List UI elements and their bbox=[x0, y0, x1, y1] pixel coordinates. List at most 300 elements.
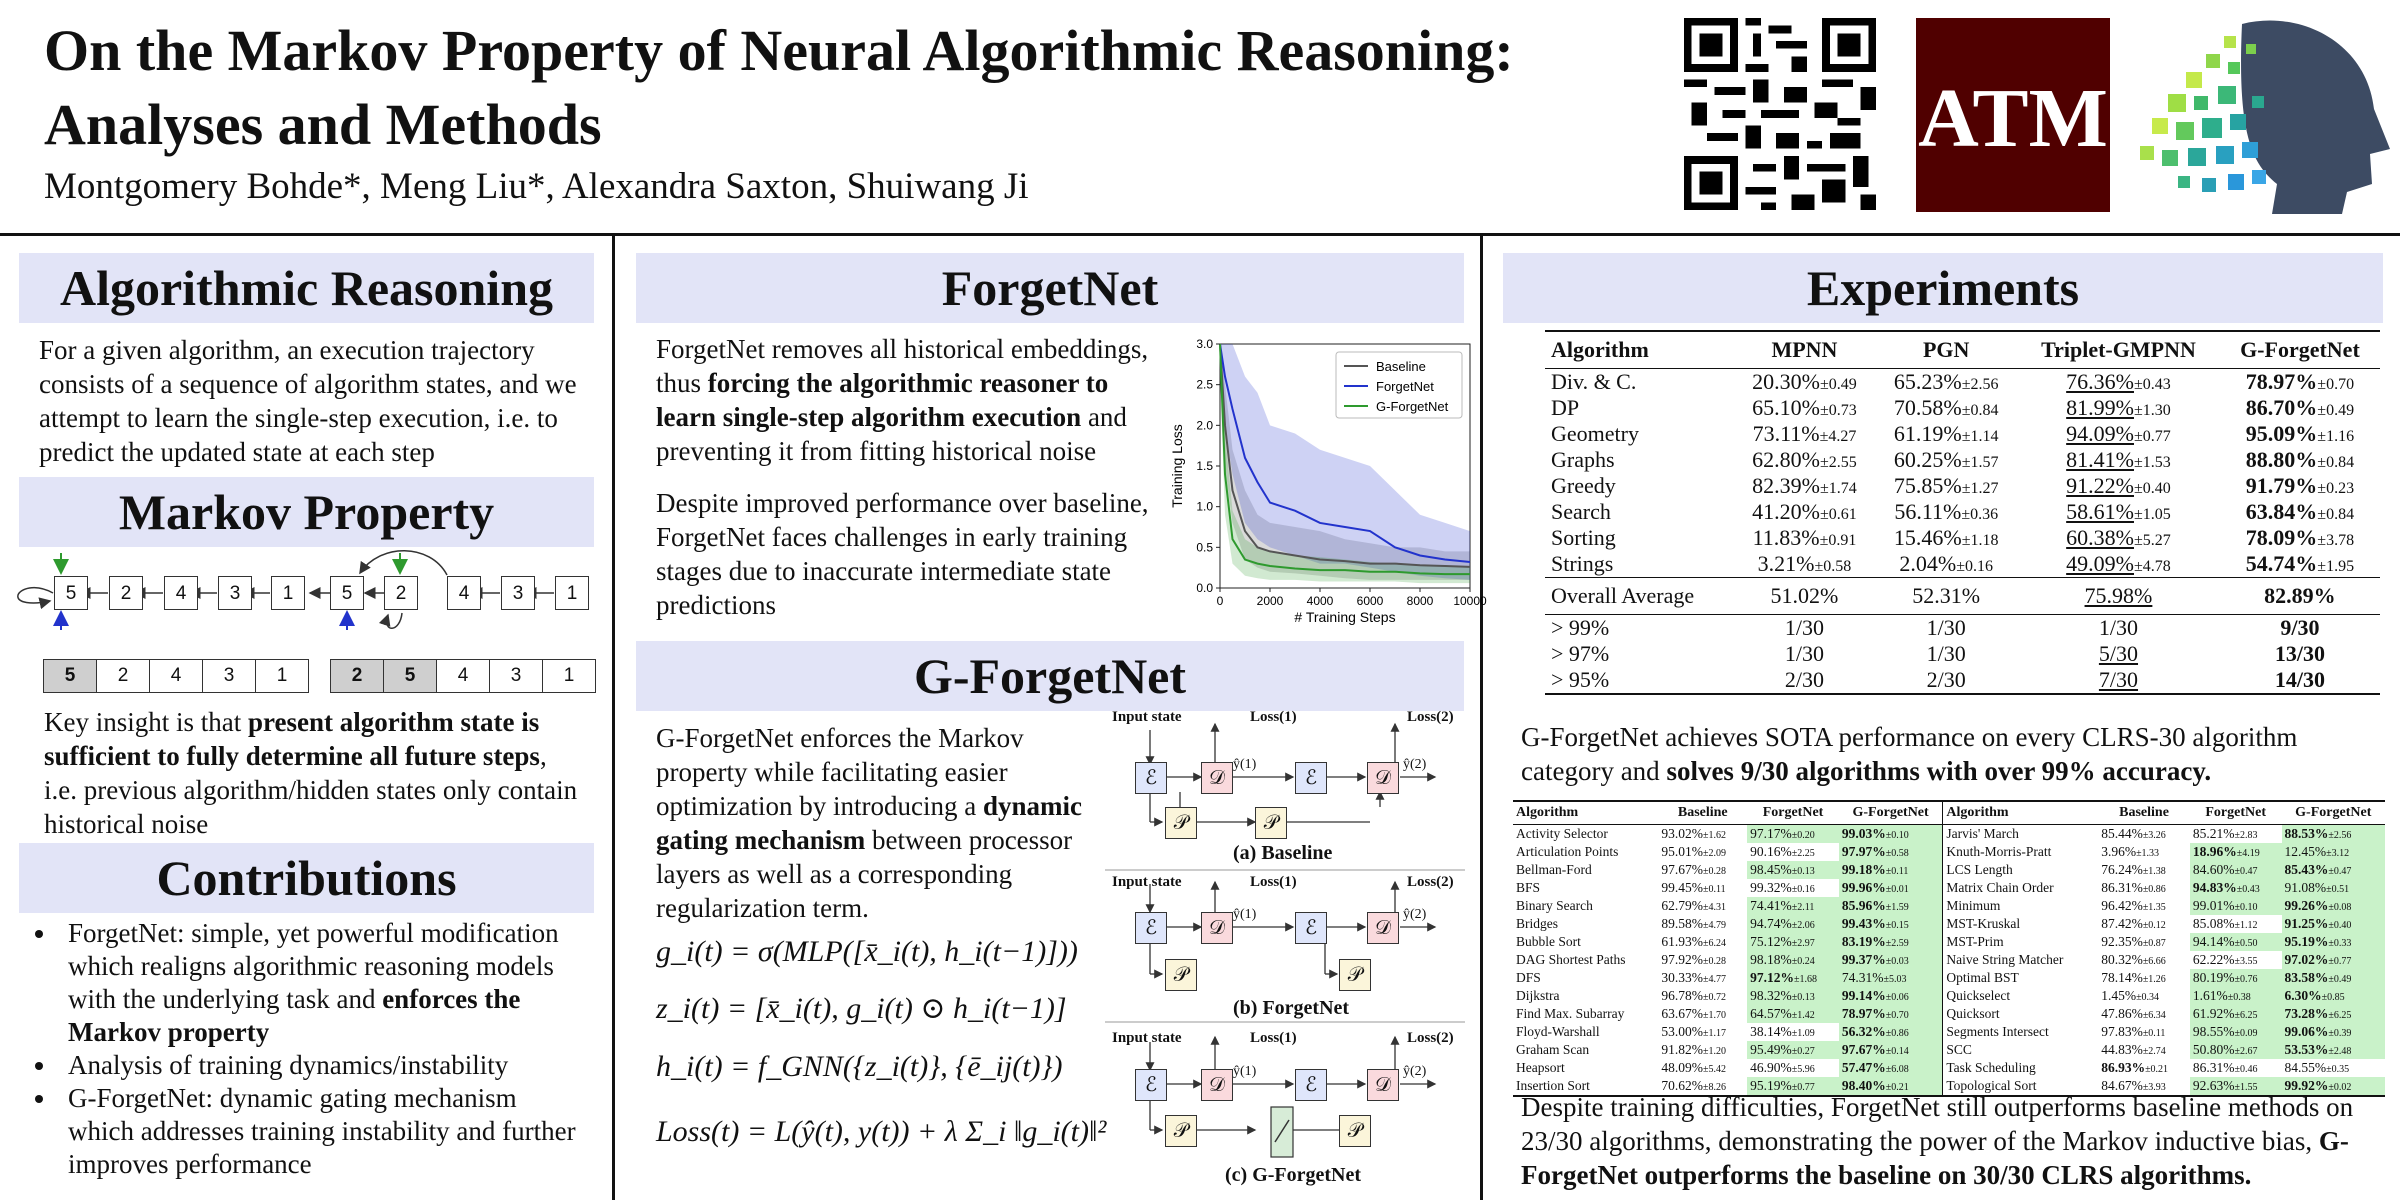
cell-value: 76.36% bbox=[2066, 369, 2134, 394]
cell-std: ±0.36 bbox=[1961, 506, 1999, 523]
g1-post: between processor layers as well as a corresponding regularization term. bbox=[656, 825, 1073, 923]
table-cell bbox=[2098, 915, 2190, 933]
cell-std: ±5.27 bbox=[2133, 532, 2171, 549]
cell-std: ±0.21 bbox=[2145, 1064, 2169, 1075]
table-cell bbox=[2282, 825, 2385, 844]
table-cell bbox=[2282, 969, 2385, 987]
cell-std: ±0.86 bbox=[1885, 1028, 1909, 1039]
table-cell bbox=[2098, 1041, 2190, 1059]
y-hat-label: ŷ(2) bbox=[1403, 1064, 1427, 1079]
processor-block: 𝒫 bbox=[1165, 1115, 1197, 1147]
table-header: Algorithm bbox=[1946, 805, 2009, 820]
cell-value: 82.39% bbox=[1752, 473, 1820, 498]
table-cell bbox=[2282, 987, 2385, 1005]
cell-std: ±6.24 bbox=[1702, 938, 1726, 949]
markov-diagram bbox=[10, 545, 600, 700]
algorithm-name: LCS Length bbox=[1946, 862, 2013, 877]
algorithm-name: Task Scheduling bbox=[1946, 1060, 2036, 1075]
cell-std: ±0.77 bbox=[2133, 428, 2171, 445]
cell-std: ±0.49 bbox=[2317, 402, 2355, 419]
algorithm-name: Dijkstra bbox=[1516, 988, 1560, 1003]
table-cell bbox=[2282, 897, 2385, 915]
cell-value: 98.32% bbox=[1750, 988, 1792, 1003]
list-node: 3 bbox=[218, 576, 252, 610]
cell-value: 98.55% bbox=[2192, 1024, 2235, 1039]
algorithm-name: Knuth-Morris-Pratt bbox=[1946, 844, 2052, 859]
table-cell bbox=[2098, 1005, 2190, 1023]
cell-std: ±1.14 bbox=[1961, 428, 1999, 445]
table-cell bbox=[2098, 987, 2190, 1005]
table-row bbox=[1513, 1059, 2385, 1077]
processor-block: 𝒫 bbox=[1339, 959, 1371, 991]
column-divider-right bbox=[1480, 236, 1483, 1200]
cell-value: 11.83% bbox=[1752, 525, 1820, 550]
cell-std: ±1.26 bbox=[2142, 974, 2166, 985]
cell-std: ±5.96 bbox=[1791, 1064, 1815, 1075]
loss1-label: Loss(1) bbox=[1250, 1030, 1297, 1046]
cell-value: 61.93% bbox=[1661, 934, 1703, 949]
cell-std: ±1.35 bbox=[2142, 902, 2166, 913]
table-cell bbox=[1734, 525, 1876, 551]
contributions-list-wrapper bbox=[22, 917, 587, 1181]
table-cell bbox=[2282, 1023, 2385, 1041]
cell-std: ±0.49 bbox=[1819, 376, 1857, 393]
cell-value: 94.83% bbox=[2192, 880, 2237, 895]
y-tick-label: 0.5 bbox=[1196, 540, 1213, 555]
table-cell bbox=[1658, 861, 1747, 879]
g-forgetnet-text bbox=[656, 721, 1088, 925]
table-cell bbox=[1747, 933, 1839, 951]
loss1-label: Loss(1) bbox=[1250, 874, 1297, 890]
cell-value: 73.11% bbox=[1752, 421, 1820, 446]
cell-value: 60.38% bbox=[2066, 525, 2134, 550]
table-cell: 2/30 bbox=[1926, 667, 1966, 692]
table-header: ForgetNet bbox=[1762, 805, 1824, 820]
cell-value: 97.02% bbox=[2284, 952, 2329, 967]
contributions-list bbox=[22, 917, 587, 1181]
table-cell: 1/30 bbox=[1926, 615, 1966, 640]
table-cell bbox=[1747, 969, 1839, 987]
table-cell bbox=[2190, 825, 2282, 844]
algorithm-name: MST-Prim bbox=[1946, 934, 2004, 949]
cell-std: ±1.70 bbox=[1702, 1010, 1726, 1021]
table-cell bbox=[1875, 525, 2017, 551]
table-row bbox=[1545, 473, 2380, 499]
cell-value: 91.08% bbox=[2284, 880, 2327, 895]
table-cell bbox=[2098, 951, 2190, 969]
table-header: G-ForgetNet bbox=[2240, 337, 2360, 362]
cell-value: 64.57% bbox=[1750, 1006, 1792, 1021]
x-tick-label: 2000 bbox=[1256, 594, 1284, 608]
cell-value: 99.37% bbox=[1841, 952, 1886, 967]
table-cell bbox=[2190, 987, 2282, 1005]
table-row bbox=[1513, 843, 2385, 861]
table-cell bbox=[2282, 951, 2385, 969]
table-cell bbox=[2220, 551, 2380, 578]
table-cell bbox=[2282, 1041, 2385, 1059]
cell-std: ±0.11 bbox=[1702, 884, 1726, 895]
cell-value: 61.92% bbox=[2192, 1006, 2235, 1021]
sota-text bbox=[1521, 720, 2381, 788]
state-cell: 4 bbox=[149, 659, 203, 693]
equation-loss: Loss(t) = L(ŷ(t), y(t)) + λ Σ_i ‖g_i(t)‖² bbox=[656, 1115, 1107, 1148]
algorithm-name: Quickselect bbox=[1946, 988, 2011, 1003]
table-cell bbox=[1839, 951, 1943, 969]
cell-std: ±2.97 bbox=[1791, 938, 1815, 949]
table-cell bbox=[2098, 861, 2190, 879]
legend-entry: G-ForgetNet bbox=[1376, 399, 1449, 414]
caption-g-forgetnet: (c) G-ForgetNet bbox=[1225, 1164, 1362, 1186]
state-cell: 4 bbox=[436, 659, 490, 693]
table-cell bbox=[1734, 499, 1876, 525]
table-cell bbox=[1734, 551, 1876, 578]
cell-std: ±1.30 bbox=[2133, 402, 2171, 419]
cell-value: 96.78% bbox=[1661, 988, 1703, 1003]
cell-std: ±0.86 bbox=[2142, 884, 2166, 895]
cell-std: ±1.62 bbox=[1702, 830, 1726, 841]
cell-value: 99.03% bbox=[1841, 826, 1886, 841]
cell-value: 94.14% bbox=[2192, 934, 2235, 949]
table-row-average bbox=[1545, 578, 2380, 615]
table-cell: 7/30 bbox=[2098, 667, 2139, 692]
cell-value: 1.61% bbox=[2192, 988, 2228, 1003]
cell-std: ±0.09 bbox=[2234, 1028, 2258, 1039]
cell-value: 94.74% bbox=[1750, 916, 1792, 931]
processor-block: 𝒫 bbox=[1255, 807, 1287, 839]
contrib-1-pre: ForgetNet: simple, yet powerful modification which realigns algorithmic reasoning models with the underlying task and bbox=[68, 918, 559, 1014]
cell-std: ±1.38 bbox=[2142, 866, 2166, 877]
table-cell bbox=[2282, 915, 2385, 933]
table-cell bbox=[2098, 969, 2190, 987]
table-cell: Greedy bbox=[1551, 473, 1616, 498]
cell-value: 97.67% bbox=[1841, 1042, 1886, 1057]
table-cell bbox=[1875, 551, 2017, 578]
cell-std: ±3.55 bbox=[2234, 956, 2258, 967]
table-cell bbox=[2220, 447, 2380, 473]
g1-pre: G-ForgetNet enforces the Markov property while facilitating easier optimization by introducing a bbox=[656, 723, 1024, 821]
table-row bbox=[1513, 879, 2385, 897]
cell-std: ±0.39 bbox=[2328, 1028, 2352, 1039]
table-header: Baseline bbox=[1677, 805, 1728, 820]
table-cell bbox=[1747, 879, 1839, 897]
list-node: 4 bbox=[164, 576, 198, 610]
table-cell bbox=[2098, 897, 2190, 915]
table-header: Baseline bbox=[2119, 805, 2169, 820]
cell-std: ±0.35 bbox=[2326, 1064, 2350, 1075]
table-cell bbox=[2190, 843, 2282, 861]
cell-value: 53.00% bbox=[1661, 1024, 1703, 1039]
y-hat-label: ŷ(1) bbox=[1233, 907, 1257, 922]
cell-std: ±0.24 bbox=[1791, 956, 1815, 967]
cell-value: 95.49% bbox=[1750, 1042, 1792, 1057]
cell-std: ±0.13 bbox=[1791, 992, 1815, 1003]
cell-std: ±0.28 bbox=[1702, 866, 1726, 877]
cell-std: ±4.77 bbox=[1702, 974, 1726, 985]
cell-value: 85.08% bbox=[2192, 916, 2235, 931]
table-cell bbox=[1658, 825, 1747, 844]
cell-std: ±0.34 bbox=[2136, 992, 2160, 1003]
table-cell bbox=[2190, 1059, 2282, 1077]
cell-std: ±0.15 bbox=[1885, 920, 1909, 931]
cell-value: 1.45% bbox=[2101, 988, 2137, 1003]
loss1-label: Loss(1) bbox=[1250, 709, 1297, 725]
table-cell bbox=[2220, 421, 2380, 447]
tamu-text: ATM bbox=[1918, 72, 2108, 165]
cell-value: 65.10% bbox=[1752, 395, 1820, 420]
cell-value: 95.01% bbox=[1661, 844, 1703, 859]
table-cell bbox=[2017, 369, 2220, 396]
input-state-label: Input state bbox=[1112, 709, 1182, 725]
forgetnet-text-2: Despite improved performance over baseline, ForgetNet faces challenges in early training stages due to inaccurate intermediate state predictions bbox=[656, 488, 1149, 620]
table-cell bbox=[1875, 421, 2017, 447]
loss2-label: Loss(2) bbox=[1407, 1030, 1454, 1046]
table-row bbox=[1545, 499, 2380, 525]
cell-std: ±0.91 bbox=[1819, 532, 1857, 549]
clrs-results-table bbox=[1513, 800, 2385, 1097]
table-cell bbox=[1734, 421, 1876, 447]
table-cell: 52.31% bbox=[1912, 583, 1981, 608]
state-cell: 2 bbox=[96, 659, 150, 693]
cell-std: ±0.13 bbox=[1791, 866, 1815, 877]
caption-forgetnet: (b) ForgetNet bbox=[1233, 997, 1350, 1019]
x-tick-label: 0 bbox=[1216, 594, 1224, 608]
table-cell bbox=[2220, 499, 2380, 525]
list-node: 5 bbox=[54, 576, 88, 610]
algorithm-name: SCC bbox=[1946, 1042, 1972, 1057]
table-cell bbox=[1658, 933, 1747, 951]
cell-std: ±2.74 bbox=[2142, 1046, 2166, 1057]
column-divider-left bbox=[612, 236, 615, 1200]
table-cell bbox=[1658, 879, 1747, 897]
cell-value: 75.85% bbox=[1893, 473, 1962, 498]
category-rows bbox=[1545, 369, 2380, 695]
table-cell bbox=[2190, 1041, 2282, 1059]
cell-std: ±0.03 bbox=[1885, 956, 1909, 967]
cell-value: 86.31% bbox=[2101, 880, 2143, 895]
table-cell bbox=[1658, 897, 1747, 915]
cell-value: 90.16% bbox=[1750, 844, 1792, 859]
table-cell bbox=[2190, 915, 2282, 933]
cell-value: 41.20% bbox=[1752, 499, 1820, 524]
cell-std: ±0.43 bbox=[2236, 884, 2260, 895]
cell-value: 85.96% bbox=[1841, 898, 1886, 913]
table-cell bbox=[1839, 1023, 1943, 1041]
cell-std: ±0.70 bbox=[1885, 1010, 1909, 1021]
table-cell: 13/30 bbox=[2274, 641, 2325, 666]
header-divider bbox=[0, 233, 2400, 236]
g1-bold: dynamic gating mechanism bbox=[656, 791, 1082, 855]
algorithm-name: Optimal BST bbox=[1946, 970, 2019, 985]
cell-std: ±0.16 bbox=[1956, 558, 1994, 575]
cell-value: 80.19% bbox=[2192, 970, 2235, 985]
cell-value: 95.09% bbox=[2245, 421, 2318, 446]
list-node: 4 bbox=[447, 576, 481, 610]
processor-block: 𝒫 bbox=[1165, 959, 1197, 991]
table-cell: > 95% bbox=[1551, 667, 1610, 692]
section-heading-algorithmic-reasoning: Algorithmic Reasoning bbox=[19, 253, 594, 323]
cell-std: ±0.40 bbox=[2133, 480, 2171, 497]
cell-std: ±5.42 bbox=[1702, 1064, 1726, 1075]
cell-value: 85.21% bbox=[2192, 826, 2235, 841]
table-header: Algorithm bbox=[1516, 805, 1579, 820]
table-cell: 82.89% bbox=[2264, 583, 2336, 608]
table-header: Triplet-GMPNN bbox=[2041, 337, 2196, 362]
cell-value: 85.43% bbox=[2284, 862, 2329, 877]
table-row bbox=[1513, 861, 2385, 879]
table-cell bbox=[2098, 825, 2190, 844]
table-row bbox=[1545, 395, 2380, 421]
cell-value: 20.30% bbox=[1752, 369, 1820, 394]
cell-value: 99.45% bbox=[1661, 880, 1703, 895]
f1-post: and preventing it from fitting historical noise bbox=[656, 402, 1127, 466]
table-cell bbox=[1839, 1005, 1943, 1023]
cell-value: 74.31% bbox=[1841, 970, 1884, 985]
table-row bbox=[1545, 369, 2380, 396]
cell-value: 53.53% bbox=[2284, 1042, 2329, 1057]
table-row bbox=[1513, 897, 2385, 915]
table-cell bbox=[2017, 551, 2220, 578]
cell-std: ±1.09 bbox=[1791, 1028, 1815, 1039]
cell-value: 86.70% bbox=[2245, 395, 2318, 420]
cell-std: ±0.27 bbox=[1791, 1046, 1815, 1057]
cell-std: ±2.67 bbox=[2234, 1046, 2258, 1057]
table-cell bbox=[1658, 1059, 1747, 1077]
table-cell bbox=[1839, 1059, 1943, 1077]
table-cell bbox=[2098, 1059, 2190, 1077]
table-cell bbox=[1747, 951, 1839, 969]
cell-value: 62.79% bbox=[1661, 898, 1703, 913]
table-header: G-ForgetNet bbox=[2295, 805, 2372, 820]
y-tick-label: 1.5 bbox=[1196, 459, 1213, 473]
list-node: 1 bbox=[271, 576, 305, 610]
cell-std: ±0.47 bbox=[2328, 866, 2352, 877]
table-cell bbox=[2190, 879, 2282, 897]
cell-std: ±0.84 bbox=[2317, 506, 2355, 523]
table-cell bbox=[2017, 421, 2220, 447]
table-row bbox=[1513, 1023, 2385, 1041]
table-cell bbox=[1747, 915, 1839, 933]
cell-std: ±0.40 bbox=[2328, 920, 2352, 931]
algorithm-name: MST-Kruskal bbox=[1946, 916, 2021, 931]
cell-value: 50.80% bbox=[2192, 1042, 2235, 1057]
cell-std: ±1.59 bbox=[1885, 902, 1909, 913]
cell-std: ±1.12 bbox=[2234, 920, 2258, 931]
cell-value: 70.58% bbox=[1893, 395, 1962, 420]
cell-std: ±0.58 bbox=[1814, 558, 1852, 575]
table-cell bbox=[1875, 499, 2017, 525]
cell-std: ±0.38 bbox=[2227, 992, 2251, 1003]
cell-std: ±0.11 bbox=[2142, 1028, 2166, 1039]
table-cell bbox=[2190, 897, 2282, 915]
cell-value: 2.04% bbox=[1899, 551, 1957, 576]
texas-a-and-m-logo bbox=[1916, 18, 2110, 212]
section-heading-g-forgetnet: G-ForgetNet bbox=[636, 641, 1464, 711]
algorithm-name: Bridges bbox=[1516, 916, 1558, 931]
cell-std: ±6.08 bbox=[1885, 1064, 1909, 1075]
cell-value: 99.18% bbox=[1841, 862, 1886, 877]
algorithm-name: Bubble Sort bbox=[1516, 934, 1581, 949]
table-cell bbox=[1875, 473, 2017, 499]
cell-std: ±0.23 bbox=[2317, 480, 2355, 497]
cell-std: ±0.50 bbox=[2234, 938, 2258, 949]
cell-value: 78.97% bbox=[1841, 1006, 1886, 1021]
cell-std: ±1.27 bbox=[1961, 480, 1999, 497]
cell-std: ±0.47 bbox=[2234, 866, 2258, 877]
table-cell bbox=[1747, 1059, 1839, 1077]
cell-value: 99.26% bbox=[2284, 898, 2329, 913]
clrs-rows bbox=[1513, 825, 2385, 1097]
cell-std: ±2.59 bbox=[1885, 938, 1909, 949]
f1-pre: ForgetNet removes all historical embeddings, thus bbox=[656, 334, 1149, 398]
cell-value: 97.97% bbox=[1841, 844, 1886, 859]
cell-value: 74.41% bbox=[1750, 898, 1792, 913]
table-cell: 5/30 bbox=[2098, 641, 2139, 666]
cell-value: 85.44% bbox=[2101, 826, 2143, 841]
cell-value: 98.45% bbox=[1750, 862, 1792, 877]
list-item: • G-ForgetNet: dynamic gating mechanism which addresses training instability and further improves performance bbox=[58, 1082, 587, 1181]
table-cell bbox=[1839, 969, 1943, 987]
algorithm-name: Segments Intersect bbox=[1946, 1024, 2049, 1039]
table-cell bbox=[1839, 843, 1943, 861]
cell-std: ±3.93 bbox=[2142, 1082, 2166, 1093]
cell-value: 99.14% bbox=[1841, 988, 1886, 1003]
list-item bbox=[58, 917, 587, 1049]
cell-value: 58.61% bbox=[2066, 499, 2134, 524]
cell-value: 70.62% bbox=[1661, 1078, 1703, 1093]
cell-std: ±0.58 bbox=[1885, 848, 1909, 859]
architecture-diagrams bbox=[1105, 709, 1465, 1192]
cell-value: 3.21% bbox=[1757, 551, 1815, 576]
table-row bbox=[1513, 915, 2385, 933]
final-bold: G-ForgetNet outperforms the baseline on 30/30 CLRS algorithms. bbox=[1521, 1126, 2349, 1190]
table-cell: Overall Average bbox=[1551, 583, 1695, 608]
cell-value: 56.11% bbox=[1894, 499, 1962, 524]
cell-std: ±1.55 bbox=[2234, 1082, 2258, 1093]
y-tick-label: 3.0 bbox=[1196, 337, 1213, 351]
cell-value: 63.67% bbox=[1661, 1006, 1703, 1021]
table-cell bbox=[2220, 369, 2380, 396]
cell-value: 84.60% bbox=[2192, 862, 2235, 877]
cell-value: 60.25% bbox=[1893, 447, 1962, 472]
cell-std: ±4.79 bbox=[1702, 920, 1726, 931]
cell-std: ±0.21 bbox=[1885, 1082, 1909, 1093]
table-cell bbox=[1658, 1005, 1747, 1023]
cell-std: ±2.56 bbox=[1961, 376, 1999, 393]
table-cell bbox=[2017, 499, 2220, 525]
cell-std: ±0.01 bbox=[1885, 884, 1909, 895]
table-cell bbox=[2282, 1005, 2385, 1023]
cell-std: ±0.84 bbox=[2317, 454, 2355, 471]
insight-post: , i.e. previous algorithm/hidden states only contain historical noise bbox=[44, 741, 578, 839]
table-cell: 14/30 bbox=[2274, 667, 2325, 692]
category-results-table bbox=[1545, 330, 2380, 695]
encoder-block: ℰ bbox=[1295, 762, 1327, 794]
f1-bold: forcing the algorithmic reasoner to learn single-step algorithm execution bbox=[656, 368, 1109, 432]
cell-value: 84.55% bbox=[2284, 1060, 2327, 1075]
algorithm-name: Bellman-Ford bbox=[1516, 862, 1592, 877]
y-tick-label: 2.0 bbox=[1196, 418, 1213, 433]
cell-std: ±0.20 bbox=[1791, 830, 1815, 841]
cell-std: ±0.08 bbox=[2328, 902, 2352, 913]
table-cell bbox=[1734, 473, 1876, 499]
table-cell bbox=[1747, 1041, 1839, 1059]
cell-value: 30.33% bbox=[1661, 970, 1703, 985]
state-cell: 3 bbox=[202, 659, 256, 693]
cell-value: 62.80% bbox=[1752, 447, 1820, 472]
table-cell: 1/30 bbox=[1784, 641, 1825, 666]
cell-value: 12.45% bbox=[2284, 844, 2327, 859]
table-row bbox=[1513, 1041, 2385, 1059]
